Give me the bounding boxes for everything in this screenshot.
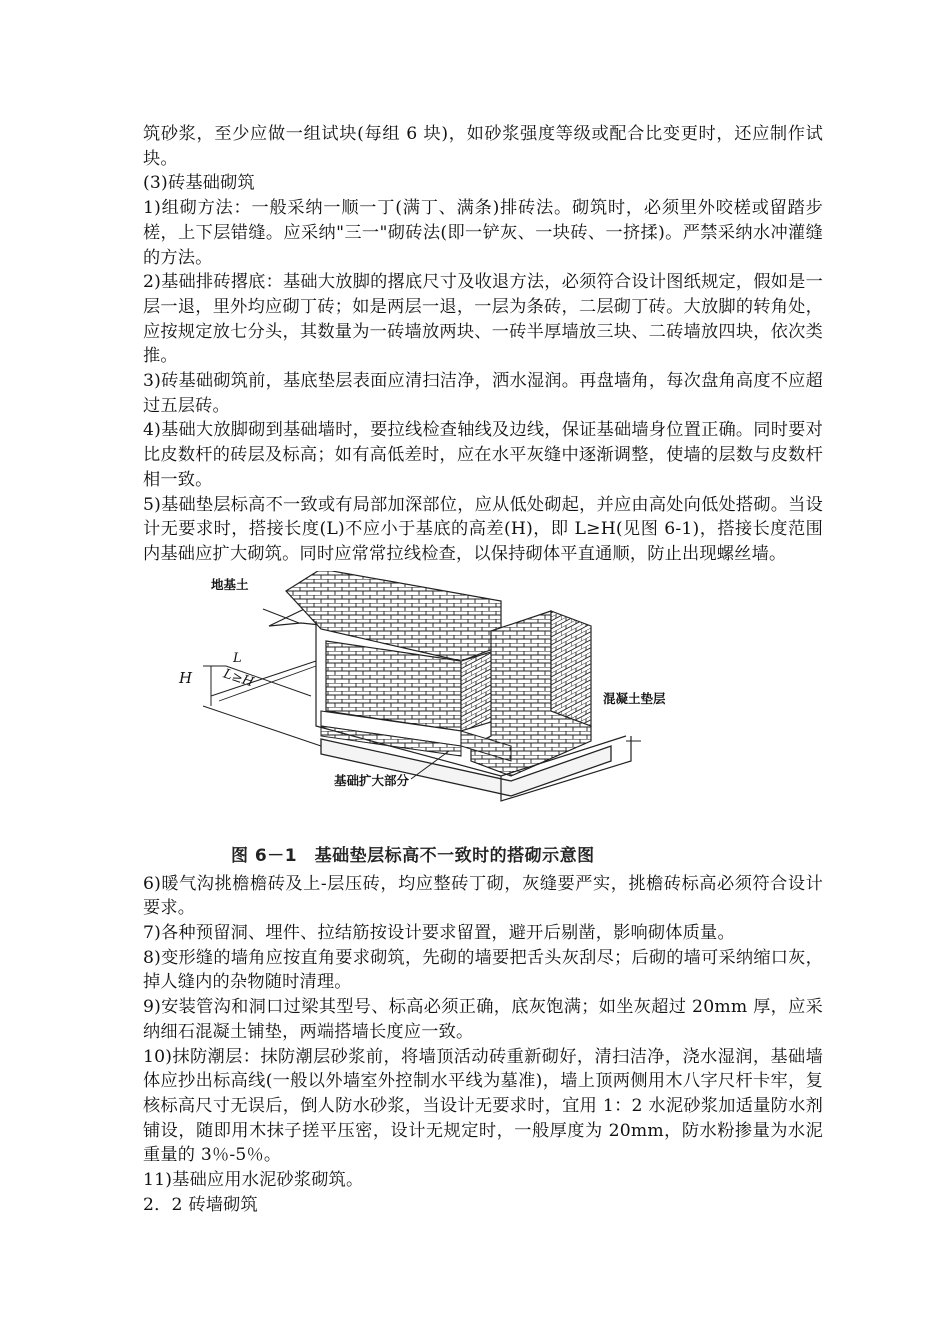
label-expanded-part: 基础扩大部分	[334, 772, 410, 788]
label-h: H	[179, 668, 193, 687]
paragraph: 3)砖基础砌筑前，基底垫层表面应清扫洁净，洒水湿润。再盘墙角，每次盘角高度不应超过五层砖。	[143, 371, 823, 416]
paragraph: 4)基础大放脚砌到基础墙时，要拉线检查轴线及边线，保证基础墙身位置正确。同时要对比皮数杆的砖层及标高；如有高低差时，应在水平灰缝中逐渐调整，使墙的层数与皮数杆相一致。	[143, 420, 823, 490]
paragraph: 11)基础应用水泥砂浆砌筑。	[143, 1170, 364, 1191]
document-page	[143, 122, 823, 1218]
figure-caption: 图 6－1 基础垫层标高不一致时的搭砌示意图	[231, 845, 595, 866]
label-cushion: 混凝土垫层	[603, 690, 666, 706]
paragraph: 10)抹防潮层：抹防潮层砂浆前，将墙顶活动砖重新砌好，清扫洁净，浇水湿润，基础墙体应抄出标高线(一般以外墙室外控制水平线为墓准)，墙上顶两侧用木八字尺杆卡牢，复核标高尺寸无误后，倒人防水砂浆，当设计无要求时，宜用 1：2 水泥砂浆加适量防水剂铺设，随即用木抹子搓平压密，设计无规定时，一般厚度为 20mm，防水粉掺量为水泥重量的 3％-5％。	[143, 1046, 823, 1166]
figure-6-1	[171, 571, 691, 841]
paragraph: 5)基础垫层标高不一致或有局部加深部位，应从低处砌起，并应由高处向低处搭砌。当设计无要求时，搭接长度(L)不应小于基底的高差(H)，即 L≥H(见图 6-1)，搭接长度范围内基础应扩大砌筑。同时应常常拉线检查，以保持砌体平直通顺，防止出现螺丝墙。	[143, 494, 823, 564]
paragraph: 2)基础排砖撂底：基础大放脚的撂底尺寸及收退方法，必须符合设计图纸规定，假如是一层一退，里外均应砌丁砖；如是两层一退，一层为条砖，二层砌丁砖。大放脚的转角处，应按规定放七分头，其数量为一砖墙放两块、一砖半厚墙放三块、二砖墙放四块，依次类推。	[143, 272, 823, 367]
paragraph: 6)暖气沟挑檐檐砖及上-层压砖，均应整砖丁砌，灰缝要严实，挑檐砖标高必须符合设计要求。	[143, 873, 823, 919]
paragraph: 9)安装管沟和洞口过梁其型号、标高必须正确，底灰饱满；如坐灰超过 20mm 厚，应采纳细石混凝土铺垫，两端搭墙长度应一致。	[143, 997, 823, 1042]
paragraph: 1)组砌方法：一般采纳一顺一丁(满丁、满条)排砖法。砌筑时，必须里外咬槎或留踏步槎，上下层错缝。应采纳"三一"砌砖法(即一铲灰、一块砖、一挤揉)。严禁采纳水冲灌缝的方法。	[143, 198, 823, 268]
section-heading: 2．2 砖墙砌筑	[143, 1194, 258, 1215]
paragraph: 筑砂浆，至少应做一组试块(每组 6 块)，如砂浆强度等级或配合比变更时，还应制作试块。	[143, 124, 823, 169]
section-heading: (3)砖基础砌筑	[143, 173, 255, 194]
label-soil: 地基土	[211, 576, 249, 592]
label-l: L	[233, 650, 242, 666]
label-l-ge-h: L≥H	[221, 666, 256, 691]
paragraph: 8)变形缝的墙角应按直角要求砌筑，先砌的墙要把舌头灰刮尽；后砌的墙可采纳缩口灰，掉人缝内的杂物随时清理。	[143, 947, 823, 993]
paragraph: 7)各种预留洞、埋件、拉结筋按设计要求留置，避开后剔凿，影响砌体质量。	[143, 923, 735, 944]
